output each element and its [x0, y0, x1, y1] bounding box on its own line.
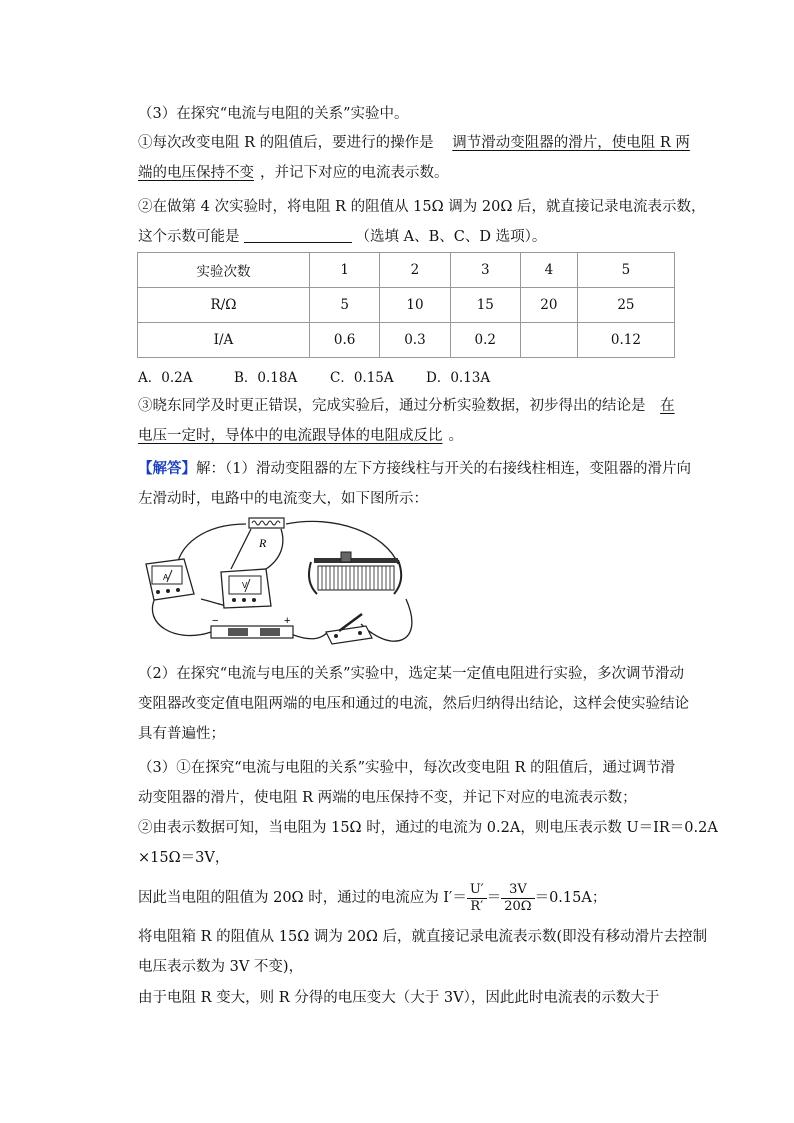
q3-part3-line2 [138, 426, 463, 446]
q3-part1-answer-a: 调节滑动变阻器的滑片，使电阻 R 两 [452, 135, 690, 151]
fraction-u-over-r [467, 882, 487, 915]
q3-part1-answer-b: 端的电压保持不变 [138, 165, 254, 181]
wire [152, 596, 211, 636]
table-cell: 3 [450, 253, 520, 288]
q3-part3-end: 。 [448, 428, 463, 444]
answer-options [138, 366, 698, 386]
ammeter-label: A [163, 573, 169, 582]
solution-tag: 【解答】 [138, 460, 196, 477]
fraction-denominator: 20Ω [504, 898, 532, 914]
q3-part3-text: ③晓东同学及时更正错误，完成实验后，通过分析实验数据，初步得出的结论是 [138, 398, 646, 414]
battery-plus: + [284, 615, 291, 627]
wire [266, 529, 283, 569]
q3-title: （3）在探究“电流与电阻的关系”实验中。 [138, 106, 409, 122]
q3-part1-tail: ，并记下对应的电流表示数。 [260, 165, 449, 181]
wire [291, 632, 328, 639]
option-a: A．0.2A [138, 370, 193, 386]
fraction-denominator: R′ [470, 898, 484, 914]
voltmeter-label: V [242, 581, 248, 590]
solution-part1-b: 左滑动时，电路中的电流变大，如下图所示： [138, 491, 428, 507]
q3-part2-hint: （选填 A、B、C、D 选项）。 [355, 229, 547, 245]
table-cell: 2 [380, 253, 450, 288]
option-b: B．0.18A [234, 370, 298, 386]
table-cell: 0.2 [450, 323, 520, 358]
solution-line1 [138, 459, 691, 479]
solution-part3-e [138, 880, 606, 916]
table-row [138, 288, 675, 323]
table-row [138, 323, 675, 358]
solution-part3-a: （3）①在探究“电流与电阻的关系”实验中，每次改变电阻 R 的阻值后，通过调节滑 [138, 760, 676, 776]
table-row [138, 253, 675, 288]
circuit-diagram [136, 514, 426, 654]
table-cell: 0.6 [310, 323, 380, 358]
table-cell: R/Ω [138, 288, 310, 323]
wire [231, 529, 251, 569]
table-cell: 5 [577, 253, 674, 288]
q3-part2-prompt: 这个示数可能是 [138, 229, 240, 245]
q3-part3-line1 [138, 396, 675, 416]
q3-part2-line2 [138, 227, 546, 247]
option-d: D．0.13A [426, 370, 491, 386]
solution-part3-d: ×15Ω＝3V， [138, 850, 230, 866]
formula-prefix: 因此当电阻的阻值为 20Ω 时，通过的电流应为 I′＝ [138, 890, 467, 906]
table-cell: 5 [310, 288, 380, 323]
ammeter-icon [146, 559, 194, 600]
option-c: C．0.15A [330, 370, 394, 386]
table-cell: 10 [380, 288, 450, 323]
table-cell: 实验次数 [138, 253, 310, 288]
fraction-numerator: 3V [501, 882, 534, 899]
solution-part3-g: 电压表示数为 3V 不变)， [138, 959, 304, 975]
fraction-numerator: U′ [467, 882, 487, 899]
q3-part1-line1 [138, 133, 690, 153]
table-cell: 25 [577, 288, 674, 323]
rheostat-icon [309, 552, 401, 594]
data-table [137, 252, 675, 358]
q3-part2-line1: ②在做第 4 次实验时，将电阻 R 的阻值从 15Ω 调为 20Ω 后，就直接记录电流表示数， [138, 199, 706, 215]
table-cell: I/A [138, 323, 310, 358]
table-cell: 1 [310, 253, 380, 288]
resistor-label: R [259, 536, 267, 550]
formula-result: ＝0.15A； [534, 890, 607, 906]
table-cell: 20 [520, 288, 577, 323]
q3-part3-answer-a: 在 [660, 398, 675, 414]
table-cell: 0.3 [380, 323, 450, 358]
solution-part2-b: 变阻器改变定值电阻两端的电压和通过的电流，然后归纳得出结论，这样会使实验结论 [138, 696, 689, 712]
solution-part3-h: 由于电阻 R 变大，则 R 分得的电压变大（大于 3V），因此此时电流表的示数大于 [138, 990, 660, 1006]
equals-sign: ＝ [486, 890, 502, 906]
solution-part3-b: 动变阻器的滑片，使电阻 R 两端的电压保持不变，并记下对应的电流表示数； [138, 790, 637, 806]
table-cell: 0.12 [577, 323, 674, 358]
table-cell: 15 [450, 288, 520, 323]
solution-part2-c: 具有普遍性； [138, 726, 225, 742]
table-cell [520, 323, 577, 358]
answer-blank [244, 227, 352, 243]
q3-part1-text: ①每次改变电阻 R 的阻值后，要进行的操作是 [138, 135, 434, 151]
solution-part3-c: ②由表示数据可知，当电阻为 15Ω 时，通过的电流为 0.2A，则电压表示数 U＝IR＝0.2A [138, 820, 718, 836]
battery-icon [211, 626, 293, 638]
switch-icon [326, 614, 372, 644]
solution-part2-a: （2）在探究“电流与电压的关系”实验中，选定某一定值电阻进行实验，多次调节滑动 [138, 666, 685, 682]
q3-part3-answer-b: 电压一定时，导体中的电流跟导体的电阻成反比 [138, 428, 443, 444]
solution-part1-a: 解：（1）滑动变阻器的左下方接线柱与开关的右接线柱相连，变阻器的滑片向 [196, 461, 691, 477]
fraction-3v-over-20 [501, 882, 534, 915]
battery-minus: − [212, 615, 219, 627]
solution-part3-f: 将电阻箱 R 的阻值从 15Ω 调为 20Ω 后，就直接记录电流表示数(即没有移动滑片去控制 [138, 929, 708, 945]
resistor-icon [249, 518, 284, 528]
q3-part1-line2 [138, 163, 449, 183]
table-cell: 4 [520, 253, 577, 288]
